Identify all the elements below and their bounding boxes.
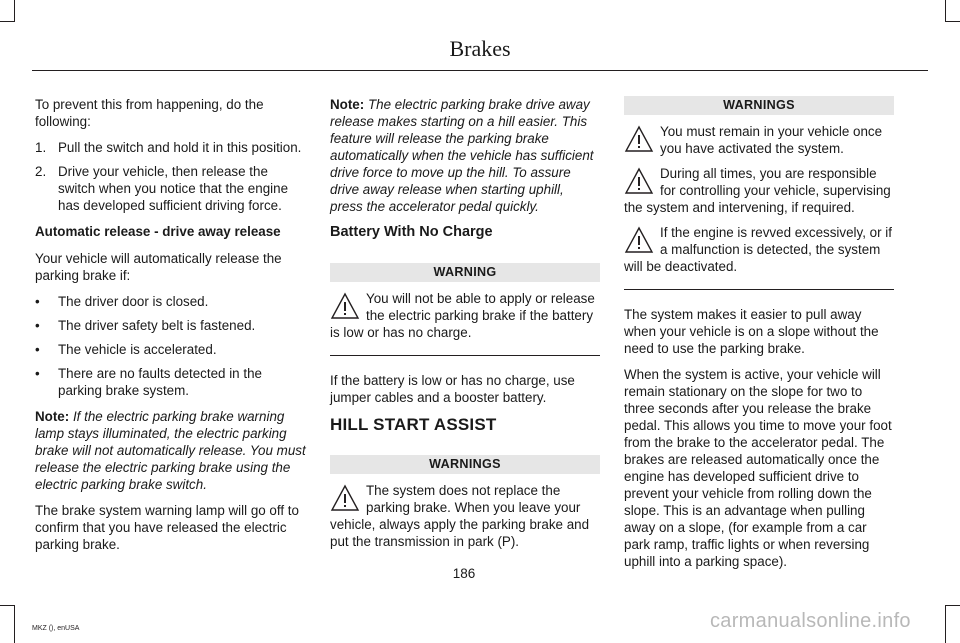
warnings-header: WARNINGS (330, 455, 600, 474)
list-item: 1. Pull the switch and hold it in this position. (35, 140, 302, 155)
crop-mark-bottom-right-h (945, 605, 960, 606)
body-paragraph: When the system is active, your vehicle will remain stationary on the slope for two to three seconds after you release the brake pedal. This allows you time to move your foot from the brake to the accelerator pedal. The brakes are released automatically once the engine has developed sufficient drive to prevent your vehicle from rolling down the slope. This is an advantage when pulling away on a slope, (for example from a car park ramp, traffic lights or when reversing uphill into a parking space). (624, 367, 892, 569)
warning-text: During all times, you are responsible for controlling your vehicle, supervising the system and intervening, if required. (624, 166, 891, 215)
note-text: If the electric parking brake warning lamp stays illuminated, the electric parking brake will not automatically release. You must release the electric parking brake using the electric parking brake switch. (35, 409, 306, 492)
warning-triangle-icon (330, 292, 360, 320)
list-item: • The driver safety belt is fastened. (35, 318, 256, 333)
warning-triangle-icon (624, 167, 654, 195)
crop-mark-top-right-v (945, 0, 946, 22)
bullet: • (35, 366, 40, 381)
header-rule (32, 70, 928, 71)
warning-item (330, 290, 600, 341)
warning-item (330, 482, 600, 550)
warning-header: WARNING (330, 263, 600, 282)
footer-text: MKZ (), enUSA (32, 625, 80, 632)
release-intro: Your vehicle will automatically release the parking brake if: (35, 251, 282, 283)
step-number: 1. (35, 140, 47, 155)
step-number: 2. (35, 164, 47, 179)
warning-block (330, 290, 600, 356)
hill-start-heading: HILL START ASSIST (330, 415, 497, 434)
warning-triangle-icon (330, 484, 360, 512)
crop-mark-bottom-left-h (0, 605, 15, 606)
battery-text: If the battery is low or has no charge, use jumper cables and a booster battery. (330, 373, 575, 405)
list-item: 2. Drive your vehicle, then release the switch when you notice that the engine has developed sufficient driving force. (35, 164, 289, 213)
warnings-header: WARNINGS (624, 96, 894, 115)
bullet: • (35, 318, 40, 333)
crop-mark-top-right-h (945, 21, 960, 22)
conditions-list (35, 293, 307, 399)
warning-item (624, 165, 894, 216)
warning-text: You must remain in your vehicle once you have activated the system. (660, 124, 883, 156)
list-item: • The vehicle is accelerated. (35, 342, 217, 357)
column-3 (624, 96, 894, 579)
warning-text: The system does not replace the parking brake. When you leave your vehicle, always apply the parking brake and put the transmission in park (P). (330, 483, 590, 549)
watermark: carmanualsonline.info (710, 610, 911, 632)
bullet: • (35, 294, 40, 309)
column-1 (35, 96, 307, 562)
note-label: Note: (35, 409, 70, 424)
column-2 (330, 96, 600, 558)
list-item: • There are no faults detected in the parking brake system. (35, 366, 262, 398)
note-label: Note: (330, 97, 365, 112)
closing-text: The brake system warning lamp will go off to confirm that you have released the electric parking brake. (35, 503, 299, 552)
battery-heading: Battery With No Charge (330, 224, 493, 240)
warnings-block (624, 123, 894, 290)
section-subheading: Automatic release - drive away release (35, 224, 281, 239)
crop-mark-top-left-h (0, 21, 15, 22)
page-number: 186 (452, 566, 476, 581)
crop-mark-top-left-v (14, 0, 15, 22)
page-title: Brakes (449, 36, 511, 61)
crop-mark-bottom-left-v (14, 605, 15, 643)
intro-text: To prevent this from happening, do the following: (35, 97, 264, 129)
steps-list (35, 139, 307, 214)
warning-item (624, 224, 894, 275)
note-text: The electric parking brake drive away release makes starting on a hill easier. This feature will release the parking brake automatically when the vehicle has sufficient drive force to move up the hill. To assure drive away release when starting uphill, press the accelerator pedal quickly. (330, 97, 594, 214)
warning-text: You will not be able to apply or release the electric parking brake if the battery is low or has no charge. (330, 291, 595, 340)
warning-triangle-icon (624, 226, 654, 254)
list-item: • The driver door is closed. (35, 294, 209, 309)
note (330, 96, 600, 215)
warning-triangle-icon (624, 125, 654, 153)
bullet: • (35, 342, 40, 357)
crop-mark-bottom-right-v (945, 605, 946, 643)
warning-item (624, 123, 894, 157)
note (35, 408, 307, 493)
warning-text: If the engine is revved excessively, or if a malfunction is detected, the system will be deactivated. (624, 225, 892, 274)
body-paragraph: The system makes it easier to pull away when your vehicle is on a slope without the need to use the parking brake. (624, 307, 879, 356)
